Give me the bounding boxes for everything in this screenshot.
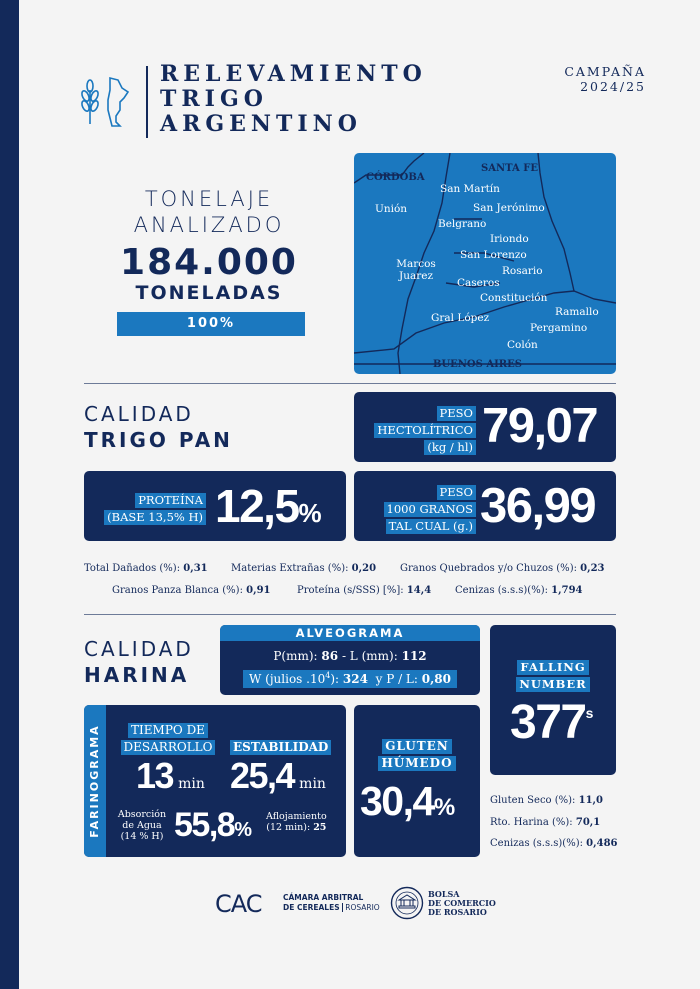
hectolitrico-value: 79,07: [482, 399, 598, 453]
estabilidad-value: 25,4: [230, 755, 295, 796]
bcr-name: BOLSA DE COMERCIO DE ROSARIO: [428, 889, 496, 917]
absorcion-unit: %: [234, 819, 252, 841]
section-divider-2: [84, 614, 616, 615]
card-peso-mil-granos: [354, 471, 616, 541]
cac-mark: CAC: [215, 890, 262, 918]
map-dept-belgrano: Belgrano: [438, 218, 487, 230]
mil-granos-value: 36,99: [480, 479, 596, 533]
proteina-unit: %: [298, 498, 322, 528]
map-dept-gral-lopez: Gral López: [431, 312, 490, 324]
map-dept-san-jeronimo: San Jerónimo: [473, 202, 545, 214]
absorcion-label: Absorción de Agua (14 % H): [117, 809, 167, 842]
map-dept-ramallo: Ramallo: [555, 306, 599, 318]
estabilidad-label: ESTABILIDAD: [230, 740, 331, 755]
detail-materias-extranas: Materias Extrañas (%): 0,20: [231, 563, 377, 574]
card-falling-number: [490, 625, 616, 775]
map-dept-san-martin: San Martín: [440, 183, 500, 195]
proteina-label-2: (BASE 13,5% H): [104, 510, 206, 525]
map-province-santa-fe: SANTA FE: [481, 163, 538, 174]
page-title: RELEVAMIENTO TRIGO ARGENTINO: [160, 61, 427, 137]
header-divider: [146, 66, 148, 138]
map-dept-san-lorenzo: San Lorenzo: [460, 249, 527, 261]
map-province-cordoba: CÓRDOBA: [366, 172, 425, 183]
gluten-label-1: GLUTEN: [382, 739, 452, 754]
bcr-logo: [390, 886, 496, 924]
detail-gluten-seco: Gluten Seco (%): 11,0: [490, 795, 603, 806]
gluten-humedo-unit: %: [433, 794, 456, 821]
detail-cenizas-harina: Cenizas (s.s.s)(%): 0,486: [490, 838, 618, 849]
wheat-argentina-icon: [80, 76, 130, 128]
map-dept-pergamino: Pergamino: [530, 322, 588, 334]
campaign-label: CAMPAÑA 2024/25: [564, 64, 646, 94]
falling-number-unit: s: [585, 705, 594, 721]
map-dept-colon: Colón: [507, 339, 538, 351]
cac-name: CÁMARA ARBITRAL DE CEREALES ROSARIO: [283, 893, 380, 912]
trigo-pan-title-line2: TRIGO PAN: [84, 428, 233, 452]
tiempo-label-1: TIEMPO DE: [128, 723, 208, 738]
aflojamiento-value: 25: [313, 822, 327, 833]
card-gluten-humedo: [354, 705, 480, 857]
map-dept-caseros: Caseros: [457, 277, 500, 289]
tonnage-label: TONELAJE ANALIZADO: [133, 187, 285, 237]
tiempo-label-2: DESARROLLO: [121, 740, 216, 755]
absorcion-value: 55,8: [174, 806, 235, 844]
trigo-details-row-2c: [455, 585, 583, 596]
card-proteina: [84, 471, 346, 541]
trigo-pan-title-line1: CALIDAD: [84, 402, 194, 426]
map-dept-iriondo: Iriondo: [490, 233, 529, 245]
tonnage-unit: TONELADAS: [135, 282, 283, 304]
falling-number-label-2: NUMBER: [516, 677, 589, 692]
detail-proteina-sss: Proteína (s/SSS) [%]: 14,4: [297, 585, 432, 596]
gluten-label-2: HÚMEDO: [378, 756, 455, 771]
trigo-details-row-1: [84, 563, 208, 574]
map-dept-rosario: Rosario: [502, 265, 543, 277]
aflojamiento-label: Aflojamiento (12 min): 25: [266, 811, 327, 833]
tonnage-value: 184.000: [120, 242, 298, 283]
sidebar-stripe: [0, 0, 19, 989]
alveograma-pl-line: P(mm): 86 - L (mm): 112: [273, 649, 427, 663]
mil-granos-label-1: PESO: [437, 485, 476, 500]
detail-total-danados: Total Dañados (%): 0,31: [84, 563, 208, 574]
detail-cenizas-trigo: Cenizas (s.s.s)(%): 1,794: [455, 585, 583, 596]
detail-panza-blanca: Granos Panza Blanca (%): 0,91: [112, 585, 271, 596]
estabilidad-unit: min: [299, 776, 326, 792]
bcr-seal-icon: [390, 886, 424, 920]
proteina-label-1: PROTEÍNA: [135, 493, 206, 508]
trigo-details-row-1b: [231, 563, 376, 574]
harina-title-line2: HARINA: [84, 663, 190, 687]
region-map: [354, 153, 616, 374]
detail-rto-harina: Rto. Harina (%): 70,1: [490, 817, 601, 828]
hectolitrico-label-2: HECTOLÍTRICO: [374, 423, 476, 438]
card-farinograma: [84, 705, 346, 857]
gluten-humedo-value: 30,4: [360, 778, 434, 824]
hectolitrico-label-1: PESO: [437, 406, 476, 421]
trigo-details-row-2b: [297, 585, 431, 596]
falling-number-label-1: FALLING: [517, 660, 588, 675]
tiempo-value: 13: [136, 755, 174, 796]
card-peso-hectolitrico: [354, 392, 616, 462]
hectolitrico-label-3: (kg / hl): [424, 440, 476, 455]
falling-number-value: 377: [510, 696, 586, 749]
map-dept-union: Unión: [375, 203, 408, 215]
header-logo: [80, 76, 130, 132]
tonnage-percent-bar: 100%: [117, 312, 305, 336]
card-alveograma: [220, 625, 480, 695]
alveograma-w-line: W (julios $.10^4$): 324 y P / L: 0,80: [220, 668, 480, 687]
trigo-details-row-2: [112, 585, 271, 596]
detail-granos-quebrados: Granos Quebrados y/o Chuzos (%): 0,23: [400, 563, 605, 574]
map-province-buenos-aires: BUENOS AIRES: [433, 359, 522, 370]
alveograma-title: ALVEOGRAMA: [220, 625, 480, 641]
proteina-value: 12,5: [215, 480, 299, 532]
trigo-details-row-1c: [400, 563, 605, 574]
map-dept-marcos-juarez: Marcos Juarez: [396, 258, 436, 282]
farinograma-title: FARINOGRAMA: [88, 724, 101, 838]
tiempo-unit: min: [178, 776, 205, 792]
section-divider: [84, 383, 616, 384]
mil-granos-label-3: TAL CUAL (g.): [386, 519, 476, 534]
mil-granos-label-2: 1000 GRANOS: [384, 502, 476, 517]
harina-title-line1: CALIDAD: [84, 637, 194, 661]
map-dept-constitucion: Constitución: [480, 292, 548, 304]
